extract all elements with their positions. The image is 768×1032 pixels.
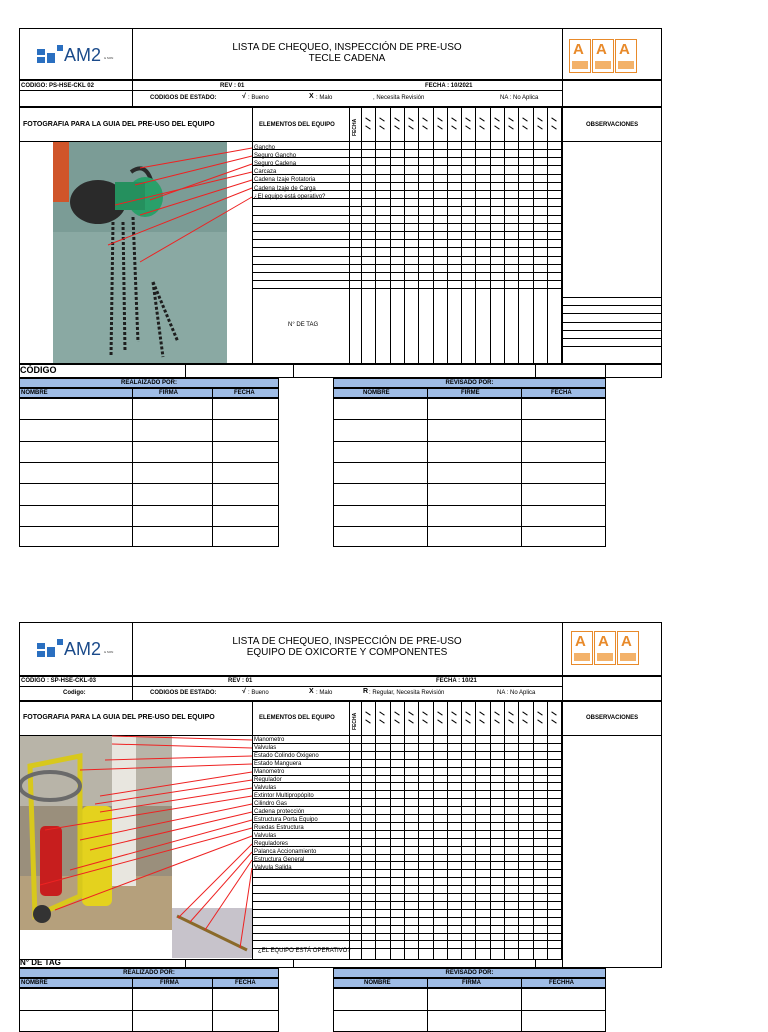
name-column-header: NOMBRE xyxy=(363,390,390,396)
review-label: : Regular, Necesita Revisión xyxy=(369,690,445,696)
performed-by-label: REALAIZADO POR: xyxy=(121,380,177,386)
elements-label: ELEMENTOS DEL EQUIPO xyxy=(259,122,335,128)
pointer-arrows xyxy=(0,0,768,400)
signature-row[interactable] xyxy=(333,526,606,527)
signature-row[interactable] xyxy=(19,526,279,527)
document-code: CODIGO : SP-HSE-CKL-03 xyxy=(21,678,97,684)
code-field-label: Codigo: xyxy=(63,690,86,696)
signature-column-divider xyxy=(427,388,428,547)
signature-table xyxy=(333,398,606,547)
item-label: Estructura General xyxy=(254,857,305,863)
item-label: Seguro Gancho xyxy=(254,153,297,159)
form-subtitle: TECLE CADENA xyxy=(308,53,386,64)
item-label: Manometro xyxy=(254,769,285,775)
signature-row[interactable] xyxy=(19,505,279,506)
tag-label: N° DE TAG xyxy=(20,958,61,967)
document-date: FECHA : 10/21 xyxy=(436,678,477,684)
date-column-header: FECHA xyxy=(234,390,255,396)
signature-row[interactable] xyxy=(333,462,606,463)
document-date: FECHA : 10/2021 xyxy=(425,83,473,89)
name-column-header: NOMBRE xyxy=(364,980,391,986)
item-label: Cadena Izaje Rotatoria xyxy=(254,177,316,183)
form-subtitle: EQUIPO DE OXICORTE Y COMPONENTES xyxy=(246,647,448,658)
review-label: , Necesita Revisión xyxy=(373,95,425,101)
reviewed-by-label: REVISADO POR: xyxy=(445,380,494,386)
regular-symbol: R xyxy=(363,688,369,695)
form-title: LISTA DE CHEQUEO, INSPECCIÓN DE PRE-USO xyxy=(232,42,462,53)
item-label: Estado Colindo Oxigeno xyxy=(254,753,319,759)
date-column-header: FECHA xyxy=(235,980,256,986)
item-label: ¿El equipo está operativo? xyxy=(254,194,326,200)
item-label: Seguro Cadena xyxy=(254,161,297,167)
name-column-header: NOMBRE xyxy=(21,390,48,396)
signature-column-header: FIRME xyxy=(461,390,480,396)
signature-row[interactable] xyxy=(333,441,606,442)
form-title: LISTA DE CHEQUEO, INSPECCIÓN DE PRE-USO xyxy=(232,636,462,647)
name-column-header: NOMBRE xyxy=(21,980,48,986)
item-label: Gancho xyxy=(254,145,276,151)
logo-subtext: & SON xyxy=(104,56,114,60)
revision-number: REV : 01 xyxy=(228,678,253,684)
signature-column-divider xyxy=(212,388,213,547)
item-label: Reguladores xyxy=(254,841,289,847)
item-label: Manometro xyxy=(254,737,285,743)
bad-label: : Malo xyxy=(316,95,333,101)
logo-text: AM2 xyxy=(64,639,102,659)
signature-table xyxy=(19,398,279,547)
operative-question: ¿EL EQUIPO ESTÁ OPERATIVO? xyxy=(258,948,351,954)
item-label: Valvulas xyxy=(254,745,277,751)
signature-row[interactable] xyxy=(333,483,606,484)
bad-symbol: X xyxy=(309,93,314,100)
reviewed-by-label: REVISADO POR: xyxy=(445,970,494,976)
observations-label: OBSERVACIONES xyxy=(586,122,639,128)
item-label: Cadena protección xyxy=(254,809,305,815)
signature-column-divider xyxy=(521,388,522,547)
logo-subtext: & SON xyxy=(104,650,114,654)
good-symbol: √ xyxy=(242,93,246,100)
tag-label: N° DE TAG xyxy=(288,322,319,328)
signature-column-header: FIRMA xyxy=(160,980,179,986)
item-label: Regulador xyxy=(254,777,282,783)
signature-row[interactable] xyxy=(333,505,606,506)
date-vertical-label: FECHA xyxy=(352,118,358,136)
good-label: : Bueno xyxy=(248,95,269,101)
signature-row[interactable] xyxy=(333,1010,606,1011)
item-label: Palanca Accionamiento xyxy=(254,849,317,855)
item-label: Ruedas Estructura xyxy=(254,825,304,831)
pointer-arrows xyxy=(0,700,768,970)
observations-label: OBSERVACIONES xyxy=(586,715,639,721)
date-column-header: FECHA xyxy=(551,390,572,396)
performed-by-label: REALIZADO POR: xyxy=(123,970,175,976)
signature-row[interactable] xyxy=(19,483,279,484)
not-applicable-label: NA : No Aplica xyxy=(500,95,539,101)
status-codes-label: CODIGOS DE ESTADO: xyxy=(150,95,217,101)
signature-row[interactable] xyxy=(19,419,279,420)
signature-row[interactable] xyxy=(333,419,606,420)
date-column-header: FECHHA xyxy=(549,980,574,986)
signature-column-divider xyxy=(132,388,133,547)
photo-guide-label: FOTOGRAFIA PARA LA GUIA DEL PRE-USO DEL EQUIPO xyxy=(23,714,215,721)
code-footer-label: CÓDIGO xyxy=(20,365,57,375)
good-label: : Bueno xyxy=(248,690,269,696)
signature-row[interactable] xyxy=(19,1010,279,1011)
item-label: Cadena Izaje de Carga xyxy=(254,186,316,192)
item-label: Estado Manguera xyxy=(254,761,302,767)
good-symbol: √ xyxy=(242,688,246,695)
signature-row[interactable] xyxy=(19,462,279,463)
date-vertical-label: FECHA xyxy=(352,712,358,730)
elements-label: ELEMENTOS DEL EQUIPO xyxy=(259,715,335,721)
photo-guide-label: FOTOGRAFIA PARA LA GUIA DEL PRE-USO DEL EQUIPO xyxy=(23,121,215,128)
signature-row[interactable] xyxy=(19,441,279,442)
revision-number: REV : 01 xyxy=(220,83,245,89)
signature-column-header: FIRMA xyxy=(159,390,178,396)
item-label: Valvulas xyxy=(254,833,277,839)
item-label: Estructura Porta Equipo xyxy=(254,817,318,823)
status-codes-label: CODIGOS DE ESTADO: xyxy=(150,690,217,696)
item-label: Extintor Multipropópito xyxy=(254,793,314,799)
bad-label: : Malo xyxy=(316,690,333,696)
item-label: Valvulas xyxy=(254,785,277,791)
item-label: Valvula Salida xyxy=(254,865,292,871)
item-label: Cilindro Gas xyxy=(254,801,288,807)
document-code: CODIGO: PS-HSE-CKL 02 xyxy=(21,83,94,89)
signature-column-header: FIRMA xyxy=(462,980,481,986)
item-label: Carcaza xyxy=(254,169,277,175)
bad-symbol: X xyxy=(309,688,314,695)
not-applicable-label: NA : No Aplica xyxy=(497,690,536,696)
logo-text: AM2 xyxy=(64,45,102,65)
